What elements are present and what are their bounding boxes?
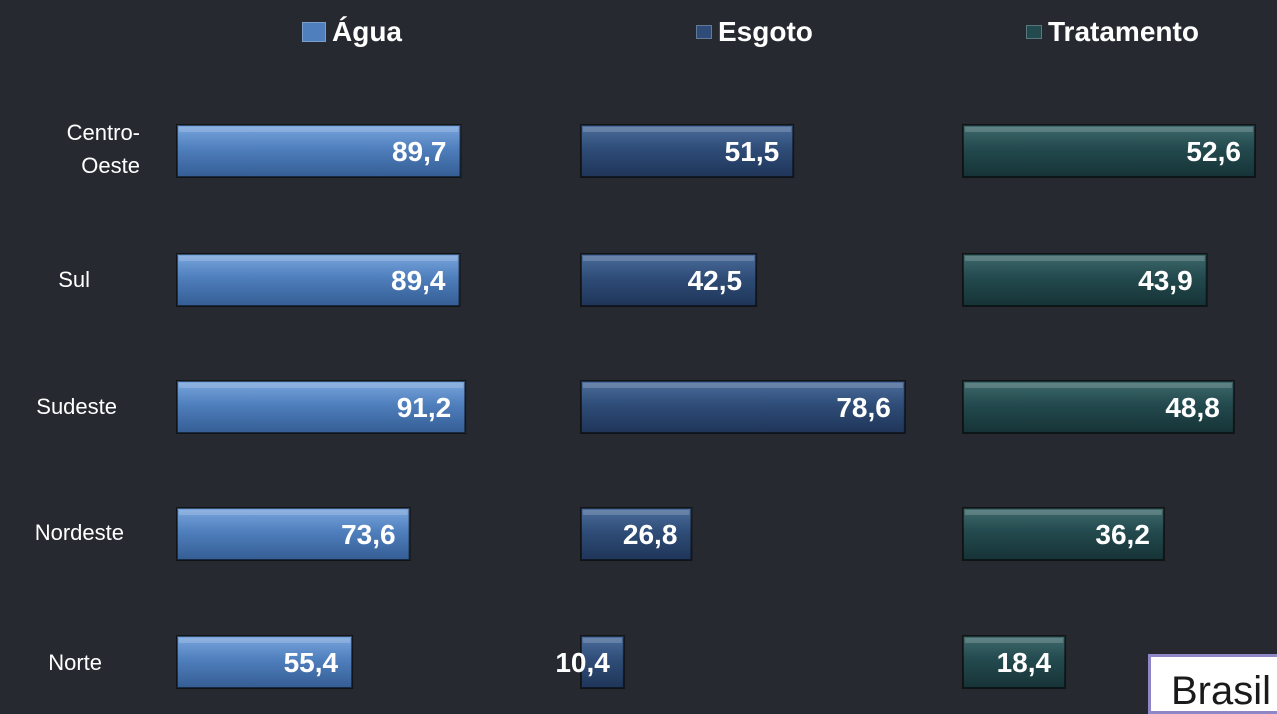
data-label-agua-norte: 55,4 <box>283 647 339 678</box>
category-label-centro-oeste-line1: Centro- <box>66 120 140 145</box>
legend-swatch-agua <box>302 22 326 42</box>
bar-highlight-tratamento-nordeste <box>965 510 1162 515</box>
bar-highlight-agua-nordeste <box>179 510 408 515</box>
bar-tratamento-norte <box>963 636 1065 688</box>
bar-tratamento-sudeste <box>963 381 1234 433</box>
data-label-esgoto-norte: 10,4 <box>555 647 610 678</box>
data-label-tratamento-norte: 18,4 <box>996 647 1052 678</box>
bar-agua-centro-oeste <box>177 125 460 177</box>
bar-highlight-esgoto-norte <box>583 638 622 643</box>
legend-agua <box>302 14 402 50</box>
data-label-esgoto-sudeste: 78,6 <box>836 392 891 423</box>
bar-highlight-agua-sul <box>179 256 458 261</box>
bar-esgoto-centro-oeste <box>581 125 793 177</box>
bar-highlight-tratamento-sudeste <box>965 383 1232 388</box>
bar-highlight-tratamento-sul <box>965 256 1205 261</box>
bar-highlight-tratamento-centro-oeste <box>965 127 1253 132</box>
category-label-centro-oeste-line2: Oeste <box>81 153 140 178</box>
bar-highlight-agua-centro-oeste <box>179 127 458 132</box>
corner-text: Brasil <box>1171 669 1272 713</box>
legend-swatch-tratamento <box>1026 25 1042 39</box>
bar-highlight-esgoto-sudeste <box>583 383 903 388</box>
bar-highlight-agua-norte <box>179 638 350 643</box>
data-label-tratamento-centro-oeste: 52,6 <box>1186 136 1241 167</box>
data-label-tratamento-sudeste: 48,8 <box>1165 392 1220 423</box>
legend-tratamento <box>1026 14 1199 50</box>
data-label-tratamento-nordeste: 36,2 <box>1095 519 1150 550</box>
data-label-agua-centro-oeste: 89,7 <box>391 136 447 167</box>
bar-highlight-esgoto-sul <box>583 256 754 261</box>
legend-label-tratamento: Tratamento <box>1048 16 1199 47</box>
bar-highlight-agua-sudeste <box>179 383 463 388</box>
bar-highlight-esgoto-nordeste <box>583 510 689 515</box>
category-label-sudeste: Sudeste <box>36 394 117 419</box>
bar-esgoto-sudeste <box>581 381 905 433</box>
corner-text-box <box>1148 654 1277 714</box>
bar-esgoto-nordeste <box>581 508 691 560</box>
bar-esgoto-sul <box>581 254 756 306</box>
bar-highlight-tratamento-norte <box>965 638 1063 643</box>
data-label-esgoto-sul: 42,5 <box>687 265 743 296</box>
category-label-centro-oeste <box>40 116 140 182</box>
data-label-agua-sudeste: 91,2 <box>396 392 452 423</box>
legend-label-agua: Água <box>332 16 402 47</box>
data-label-tratamento-sul: 43,9 <box>1138 265 1193 296</box>
bar-tratamento-sul <box>963 254 1207 306</box>
category-label-sul: Sul <box>58 267 90 292</box>
data-label-esgoto-nordeste: 26,8 <box>622 519 678 550</box>
bar-tratamento-centro-oeste <box>963 125 1255 177</box>
legend-esgoto <box>696 14 813 50</box>
data-label-esgoto-centro-oeste: 51,5 <box>724 136 780 167</box>
bar-tratamento-nordeste <box>963 508 1164 560</box>
category-label-norte: Norte <box>48 650 102 675</box>
bar-esgoto-norte <box>555 636 624 688</box>
legend-swatch-esgoto <box>696 25 712 39</box>
category-label-nordeste: Nordeste <box>34 520 124 545</box>
bar-highlight-esgoto-centro-oeste <box>583 127 791 132</box>
bar-agua-norte <box>177 636 352 688</box>
data-label-agua-sul: 89,4 <box>391 265 446 296</box>
legend-label-esgoto: Esgoto <box>718 16 813 47</box>
bar-agua-nordeste <box>177 508 410 560</box>
bar-agua-sudeste <box>177 381 465 433</box>
data-label-agua-nordeste: 73,6 <box>341 519 396 550</box>
bar-agua-sul <box>177 254 460 306</box>
